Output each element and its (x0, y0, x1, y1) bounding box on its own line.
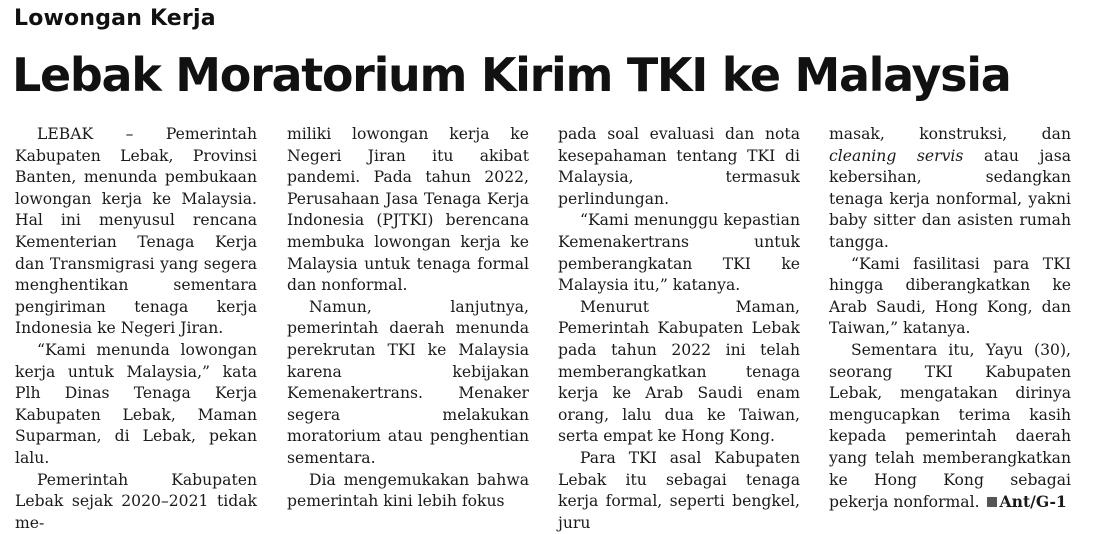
column-1 (15, 124, 257, 534)
paragraph: pada soal evaluasi dan nota kesepahaman tentang TKI di Malaysia, termasuk perlindungan. (558, 124, 800, 210)
text-run: Sementara itu, Yayu (30), seorang TKI Kabupaten Lebak, mengatakan dirinya mengucapkan terima kasih kepada pemerintah daerah yang telah memberangkatkan ke Hong Kong sebagai pekerja nonformal. (829, 341, 1071, 511)
paragraph: “Kami menunda lowongan kerja untuk Malaysia,” kata Plh Dinas Tenaga Kerja Kabupaten Lebak, Maman Suparman, di Lebak, pekan lalu. (15, 340, 257, 470)
paragraph: Para TKI asal Kabupaten Lebak itu sebagai tenaga kerja formal, seperti bengkel, juru (558, 448, 800, 534)
paragraph: Pemerintah Kabupaten Lebak sejak 2020–2021 tidak me- (15, 470, 257, 534)
section-rubric: Lowongan Kerja (14, 6, 216, 31)
column-4 (829, 124, 1071, 514)
paragraph: Menurut Maman, Pemerintah Kabupaten Lebak pada tahun 2022 ini telah memberangkatkan tenaga kerja ke Arab Saudi enam orang, lalu dua ke Taiwan, serta empat ke Hong Kong. (558, 297, 800, 448)
headline: Lebak Moratorium Kirim TKI ke Malaysia (12, 46, 1010, 104)
paragraph (829, 340, 1071, 514)
paragraph: “Kami menunggu kepastian Kemenakertrans untuk pemberangkatan TKI ke Malaysia itu,” katanya. (558, 210, 800, 296)
column-3 (558, 124, 800, 534)
paragraph: Dia mengemukakan bahwa pemerintah kini lebih fokus (287, 470, 529, 513)
byline: Ant/G-1 (1000, 492, 1067, 511)
paragraph: “Kami fasilitasi para TKI hingga diberangkatkan ke Arab Saudi, Hong Kong, dan Taiwan,” katanya. (829, 254, 1071, 340)
paragraph: Namun, lanjutnya, pemerintah daerah menunda perekrutan TKI ke Malaysia karena kebijakan Kemenakertrans. Menaker segera melakukan moratorium atau penghentian sementara. (287, 297, 529, 470)
paragraph (829, 124, 1071, 254)
paragraph: LEBAK – Pemerintah Kabupaten Lebak, Provinsi Banten, menunda pembukaan lowongan kerja ke Malaysia. Hal ini menyusul rencana Kementerian Tenaga Kerja dan Transmigrasi yang segera menghentikan sementara pengiriman tenaga kerja Indonesia ke Negeri Jiran. (15, 124, 257, 340)
text-run: atau jasa kebersihan, sedangkan tenaga kerja nonformal, yakni baby sitter dan asisten rumah tangga. (829, 147, 1071, 251)
text-run: masak, konstruksi, dan (829, 125, 1071, 143)
paragraph: miliki lowongan kerja ke Negeri Jiran itu akibat pandemi. Pada tahun 2022, Perusahaan Jasa Tenaga Kerja Indonesia (PJTKI) berencana membuka lowongan kerja ke Malaysia untuk tenaga formal dan nonformal. (287, 124, 529, 297)
end-mark-icon (987, 497, 997, 507)
italic-term: cleaning servis (829, 147, 963, 165)
article-body (15, 124, 1085, 508)
column-2 (287, 124, 529, 513)
